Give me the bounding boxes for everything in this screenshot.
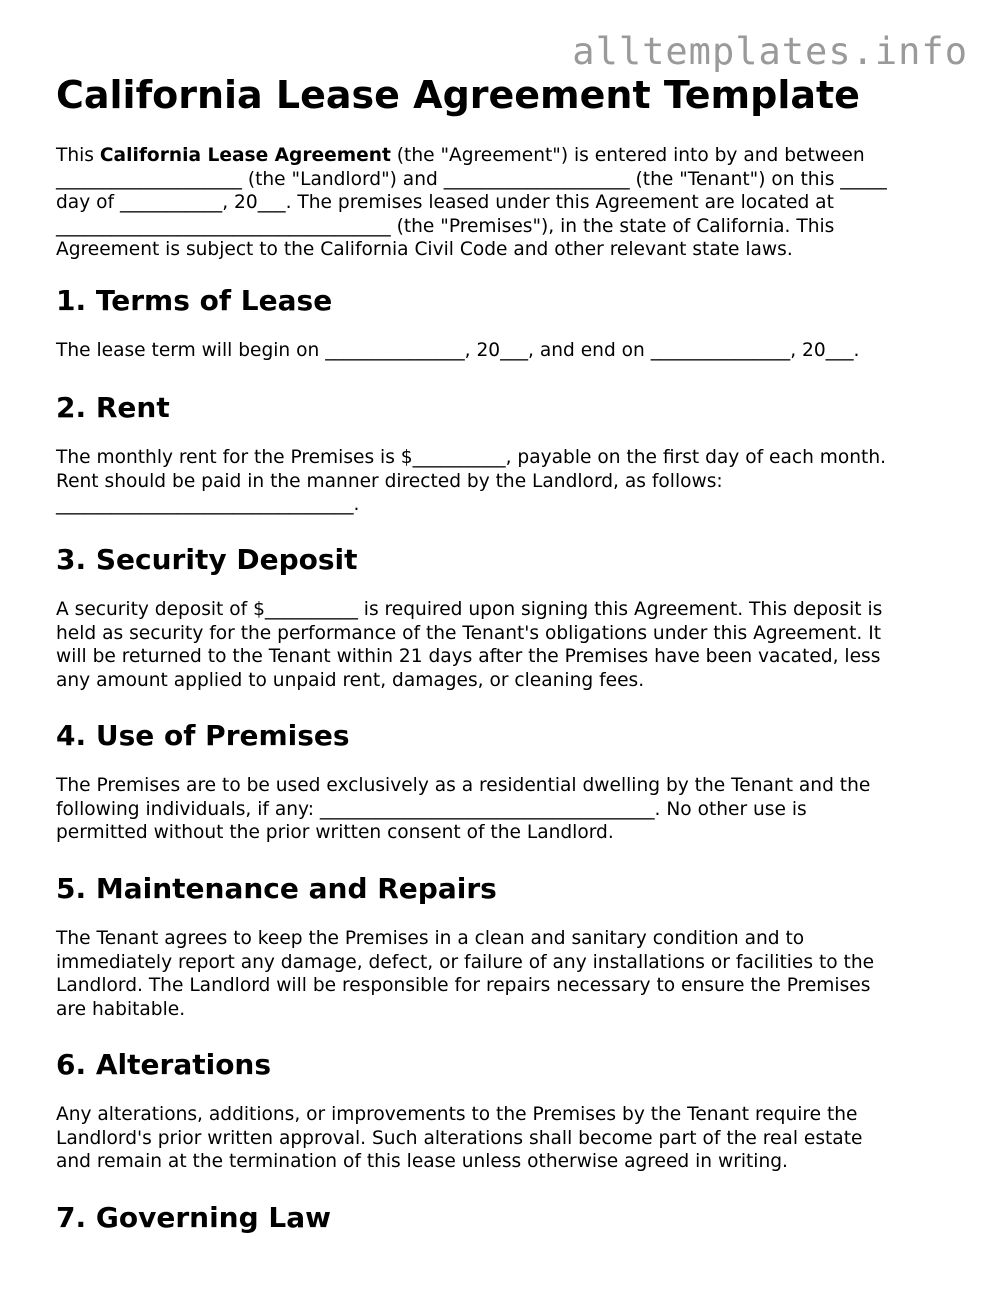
section-governing-law xyxy=(56,1201,936,1235)
intro-line-2: ____________________ (the "Landlord") and ____________________ (the "Tenant") on this _____ xyxy=(56,168,887,190)
document-title: California Lease Agreement Template xyxy=(56,73,860,117)
section-heading: 7. Governing Law xyxy=(56,1201,331,1234)
section-alterations xyxy=(56,1048,936,1174)
intro-line-1-bold: California Lease Agreement xyxy=(99,145,391,166)
paragraph-line: permitted without the prior written consent of the Landlord. xyxy=(56,822,614,843)
paragraph-line: Rent should be paid in the manner directed by the Landlord, as follows: xyxy=(56,470,723,492)
section-heading: 4. Use of Premises xyxy=(56,719,350,752)
paragraph-line: A security deposit of $__________ is required upon signing this Agreement. This deposit is xyxy=(56,599,883,620)
paragraph-line: The lease term will begin on _______________, 20___, and end on _______________, 20___. xyxy=(56,340,860,361)
section-heading: 5. Maintenance and Repairs xyxy=(56,872,497,905)
section-maintenance-and-repairs xyxy=(56,872,936,1021)
paragraph-line: any amount applied to unpaid rent, damages, or cleaning fees. xyxy=(56,669,645,691)
paragraph-line: The Tenant agrees to keep the Premises in a clean and sanitary condition and to xyxy=(56,928,805,949)
section-use-of-premises xyxy=(56,719,936,845)
section-rent xyxy=(56,391,936,517)
section-paragraph xyxy=(56,598,936,692)
section-heading: 6. Alterations xyxy=(56,1048,272,1081)
section-paragraph xyxy=(56,927,936,1021)
paragraph-line: will be returned to the Tenant within 21 days after the Premises have been vacated, less xyxy=(56,646,881,667)
section-heading: 2. Rent xyxy=(56,391,170,424)
section-security-deposit xyxy=(56,543,936,692)
section-heading: 1. Terms of Lease xyxy=(56,284,333,317)
intro-line-1-post: (the "Agreement") is entered into by and between xyxy=(390,145,865,166)
paragraph-line: following individuals, if any: ____________________________________. No other use is xyxy=(56,798,807,820)
watermark: alltemplates.info xyxy=(572,30,968,73)
paragraph-line: Landlord. The Landlord will be responsible for repairs necessary to ensure the Premises xyxy=(56,975,871,996)
intro-line-1 xyxy=(56,144,936,168)
paragraph-line: are habitable. xyxy=(56,998,186,1020)
document-page xyxy=(56,68,936,1234)
section-paragraph xyxy=(56,446,936,517)
section-terms-of-lease xyxy=(56,284,936,363)
paragraph-line: and remain at the termination of this lease unless otherwise agreed in writing. xyxy=(56,1151,788,1172)
intro-paragraph xyxy=(56,144,936,262)
section-paragraph xyxy=(56,1103,936,1174)
paragraph-line: The monthly rent for the Premises is $__________, payable on the first day of each month. xyxy=(56,447,887,468)
intro-line-1-pre: This xyxy=(56,145,100,166)
paragraph-line: Landlord's prior written approval. Such alterations shall become part of the real estate xyxy=(56,1127,863,1149)
paragraph-line: ________________________________. xyxy=(56,494,360,515)
intro-line-5: Agreement is subject to the California Civil Code and other relevant state laws. xyxy=(56,239,793,260)
intro-line-3: day of ___________, 20___. The premises leased under this Agreement are located at xyxy=(56,192,834,213)
paragraph-line: immediately report any damage, defect, or failure of any installations or facilities to the xyxy=(56,951,875,973)
paragraph-line: held as security for the performance of the Tenant's obligations under this Agreement. It xyxy=(56,622,881,644)
paragraph-line: Any alterations, additions, or improvements to the Premises by the Tenant require the xyxy=(56,1104,858,1125)
section-paragraph xyxy=(56,774,936,845)
paragraph-line: The Premises are to be used exclusively as a residential dwelling by the Tenant and the xyxy=(56,775,871,796)
intro-line-4: ____________________________________ (the "Premises"), in the state of California. This xyxy=(56,215,835,237)
section-heading: 3. Security Deposit xyxy=(56,543,358,576)
section-paragraph xyxy=(56,339,936,363)
